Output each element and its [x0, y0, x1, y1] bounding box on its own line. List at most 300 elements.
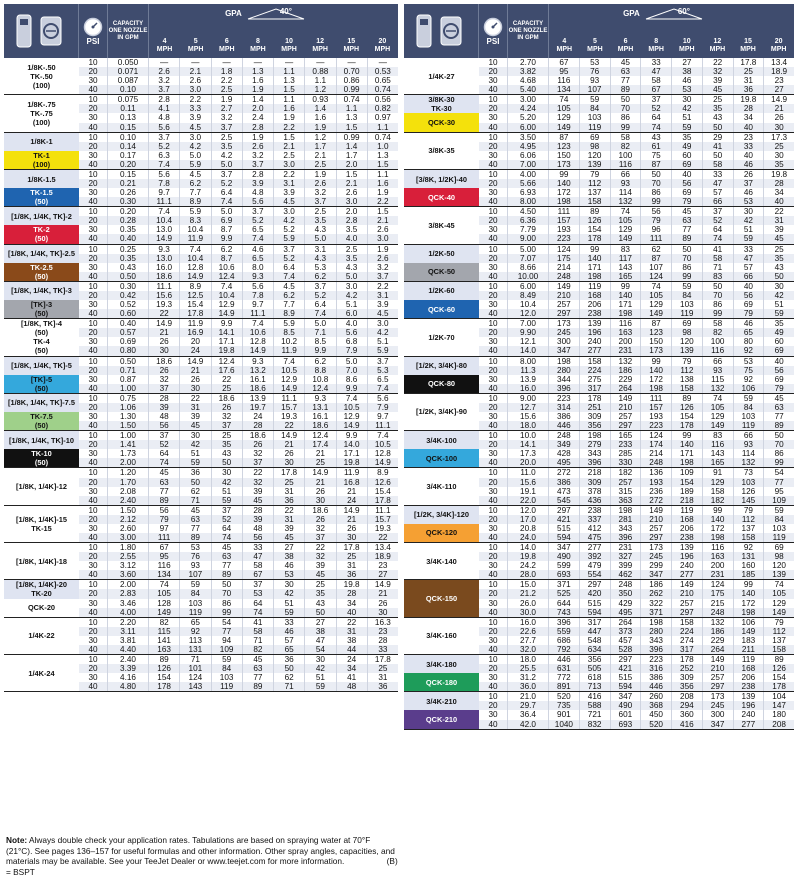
gpa-cell: 297 [611, 655, 642, 664]
gpa-cell: 99 [611, 282, 642, 291]
gpa-cell: 17.1 [212, 337, 243, 346]
gpa-cell: 69 [672, 160, 703, 169]
table-row [479, 309, 794, 318]
gpa-cell: 59 [274, 608, 305, 617]
capacity-cell: 3.11 [108, 627, 149, 636]
gpa-cell: 61 [641, 142, 672, 151]
capacity-cell: 2.20 [108, 618, 149, 627]
nozzle-label-cell [404, 431, 479, 467]
gpa-cell: 1.4 [243, 95, 274, 104]
gpa-cell: 128 [149, 599, 180, 608]
gpa-cell: 3.0 [274, 207, 305, 216]
nozzle-label-cell [404, 692, 479, 728]
gpa-cell: 3.2 [212, 113, 243, 122]
gpa-cell: 3.5 [337, 225, 368, 234]
gpa-cell: 89 [149, 655, 180, 664]
nozzle-group [404, 207, 794, 244]
gpa-cell: 89 [243, 682, 274, 691]
gpa-cell: 16.3 [374, 617, 391, 627]
nozzle-label-line: (50) [34, 271, 49, 281]
capacity-cell: 8.00 [508, 197, 549, 206]
gpa-cell: 124 [641, 272, 672, 281]
gpa-cell: 4.5 [377, 309, 389, 319]
gpa-cell: 2.8 [337, 216, 368, 225]
gpa-cell: 74 [774, 580, 784, 590]
nozzle-label [404, 95, 479, 113]
gpa-cell: 257 [611, 412, 642, 421]
nozzle-label [4, 245, 79, 263]
capacity-cell: 4.00 [508, 170, 549, 179]
psi-cell: 30 [79, 76, 108, 85]
nozzle-label-line: 3/4K-160 [426, 631, 457, 641]
nozzle-group [404, 95, 794, 132]
nozzle-label [4, 506, 79, 542]
gpa-cell: 8.5 [274, 328, 305, 337]
gpa-cell: 32 [243, 478, 274, 487]
gpa-cell: 248 [611, 580, 642, 589]
gpa-cell: 31 [337, 561, 368, 570]
psi-cell: 10 [479, 394, 508, 403]
gpa-cell: 515 [580, 599, 611, 608]
nozzle-label-cell [4, 133, 79, 169]
gpa-cell: 77 [149, 487, 180, 496]
gpa-cell: 23 [774, 76, 784, 86]
gpa-cell: 297 [703, 682, 734, 691]
gpa-cell: 420 [580, 589, 611, 598]
gpa-cell: 48 [149, 412, 180, 421]
gpa-cell: 139 [580, 319, 611, 328]
gpa-cell: 46 [274, 561, 305, 570]
nozzle-label-line: [1/8K, 1/4K]-15 [16, 514, 67, 524]
table-row [479, 673, 794, 682]
gpa-cell: 12.9 [337, 412, 368, 421]
gpa-cell: 6.2 [212, 245, 243, 254]
gpa-cell: 15.4 [374, 486, 391, 496]
rows [479, 431, 794, 467]
gpa-cell: 297 [549, 506, 580, 515]
nozzle-group [404, 692, 794, 729]
gpa-cell: 173 [641, 543, 672, 552]
gpa-cell: 1.5 [274, 85, 305, 94]
gpa-cell: 34 [337, 599, 368, 608]
gpa-cell: 111 [549, 207, 580, 216]
gpa-cell: 3.3 [180, 104, 211, 113]
capacity-cell: 5.66 [508, 179, 549, 188]
gpa-cell: 38 [274, 552, 305, 561]
rows [79, 468, 398, 504]
gpa-cell: 2.2 [274, 123, 305, 132]
gpa-cell: 599 [549, 561, 580, 570]
table-row [479, 170, 794, 179]
gpa-cell: 42 [305, 664, 336, 673]
gpa-cell: 6.4 [305, 300, 336, 309]
gpa-cell: 84 [180, 589, 211, 598]
capacity-cell: 0.87 [108, 375, 149, 384]
table-row [79, 664, 398, 673]
gpa-cell: 36 [378, 682, 388, 692]
gpa-cell: 7.9 [337, 346, 368, 355]
table-row [479, 328, 794, 337]
gpa-cell: 37 [212, 506, 243, 515]
capacity-cell: 0.42 [108, 291, 149, 300]
table-row [479, 113, 794, 122]
table-row [79, 449, 398, 458]
gpa-cell: 82 [703, 328, 734, 337]
gpa-cell: 30 [378, 607, 388, 617]
gpa-cell: 18.6 [243, 431, 274, 440]
gpa-cell: 832 [580, 720, 611, 729]
gpa-cell: 30 [274, 580, 305, 589]
gpa-cell: 22 [149, 309, 180, 318]
psi-cell: 10 [479, 580, 508, 589]
psi-cell: 40 [479, 123, 508, 132]
table-row [479, 160, 794, 169]
gpa-cell: 129 [611, 225, 642, 234]
nozzle-group [4, 618, 398, 655]
gpa-cell: 277 [580, 543, 611, 552]
psi-cell: 20 [479, 179, 508, 188]
gpa-cell: 63 [774, 402, 784, 412]
nozzle-label-line: 1/4K-27 [428, 71, 455, 81]
gpa-header [549, 4, 794, 58]
speed-value: 8 [255, 38, 260, 45]
gpa-cell: 3.0 [377, 234, 389, 244]
gpa-cell: 3.2 [149, 76, 180, 85]
table-row [79, 468, 398, 477]
gpa-cell: 150 [641, 337, 672, 346]
table-row [479, 95, 794, 104]
gpa-cell: 182 [611, 468, 642, 477]
speed-header [672, 38, 703, 54]
gpa-cell: 178 [672, 655, 703, 664]
gpa-cell: 229 [703, 636, 734, 645]
gpa-cell: 77 [611, 76, 642, 85]
capacity-cell: 15.6 [508, 478, 549, 487]
psi-cell: 30 [479, 412, 508, 421]
gpa-cell: 3.7 [243, 207, 274, 216]
psi-cell: 20 [479, 254, 508, 263]
gpa-cell: 490 [611, 701, 642, 710]
gpa-cell: 11.1 [149, 282, 180, 291]
table-row [479, 225, 794, 234]
psi-cell: 20 [479, 552, 508, 561]
capacity-cell: 3.46 [108, 599, 149, 608]
nozzle-label-line: [1/8K, 1/4K, TK]-3 [11, 286, 72, 296]
gpa-cell: 2.8 [149, 95, 180, 104]
gpa-cell: 70 [212, 589, 243, 598]
gpa-cell: 71 [180, 655, 211, 664]
nozzle-icon [11, 11, 71, 51]
psi-cell: 10 [479, 357, 508, 366]
nozzle-label-cell [404, 95, 479, 131]
gpa-cell: 74 [149, 580, 180, 589]
gpa-cell: 5.0 [180, 151, 211, 160]
gpa-cell: 39 [305, 561, 336, 570]
nozzle-label-line: (50) [34, 346, 49, 356]
gpa-cell: 9.9 [337, 431, 368, 440]
gpa-cell: 3.0 [337, 197, 368, 206]
capacity-cell: 22.0 [508, 496, 549, 505]
gpa-cell: 37 [212, 421, 243, 430]
gpa-cell: 479 [580, 561, 611, 570]
nozzle-label-line: [1/2K, 3/4K]-80 [416, 361, 467, 371]
gpa-cell: 1.3 [274, 76, 305, 85]
gpa-cell: 74 [549, 95, 580, 104]
gpa-cell: 87 [641, 160, 672, 169]
capacity-cell: 1.41 [108, 440, 149, 449]
nozzle-group [404, 282, 794, 319]
gpa-cell: 53 [734, 197, 765, 206]
gpa-cell: 2.5 [212, 133, 243, 142]
psi-cell: 40 [479, 85, 508, 94]
psi-cell: 20 [479, 478, 508, 487]
gpa-cell: 140 [703, 515, 734, 524]
gpa-cell: 240 [672, 561, 703, 570]
table-row [79, 300, 398, 309]
gpa-cell: 356 [580, 655, 611, 664]
gpa-cell: 124 [703, 580, 734, 589]
gpa-cell: 64 [149, 449, 180, 458]
gpa-cell: 56 [243, 533, 274, 542]
gpa-cell: 277 [734, 720, 765, 729]
gpa-cell: 12.9 [212, 300, 243, 309]
psi-cell: 30 [79, 673, 108, 682]
gpa-cell: 50 [212, 458, 243, 467]
psi-cell: 20 [79, 216, 108, 225]
gpa-cell: 343 [641, 636, 672, 645]
gpa-cell: 240 [734, 710, 765, 719]
capacity-label: CAPACITY ONE NOZZLE IN GPM [108, 20, 148, 41]
table-row [479, 76, 794, 85]
psi-cell: 30 [79, 375, 108, 384]
gpa-cell: 158 [672, 618, 703, 627]
gpa-cell: 371 [549, 580, 580, 589]
capacity-cell: 0.11 [108, 104, 149, 113]
gpa-cell: 67 [243, 570, 274, 579]
gpa-cell: 15.4 [180, 300, 211, 309]
table-row [479, 440, 794, 449]
psi-cell: 10 [479, 468, 508, 477]
psi-cell: 20 [79, 104, 108, 113]
nozzle-group [4, 543, 398, 580]
gpa-cell: 149 [641, 309, 672, 318]
capacity-cell: 3.00 [108, 533, 149, 542]
gpa-cell: 24 [180, 346, 211, 355]
gpa-cell: 193 [641, 412, 672, 421]
gpa-cell: 124 [180, 673, 211, 682]
capacity-cell: 3.00 [508, 95, 549, 104]
gpa-cell: 77 [672, 225, 703, 234]
capacity-cell: 14.0 [508, 346, 549, 355]
nozzle-label-line: QCK-60 [427, 304, 456, 314]
rows [79, 207, 398, 243]
nozzle-label-line: [1/8K, 1/4K, TK]-2.5 [8, 249, 75, 259]
gpa-cell: 233 [611, 440, 642, 449]
nozzle-label-line: TK-1 [33, 150, 50, 160]
psi-cell: 40 [79, 533, 108, 542]
gpa-cell: 137 [580, 188, 611, 197]
gpa-cell: 7.4 [274, 272, 305, 281]
capacity-cell: 4.80 [108, 682, 149, 691]
gpa-cell: 129 [703, 478, 734, 487]
gpa-cell: 618 [580, 673, 611, 682]
gpa-cell: 141 [149, 636, 180, 645]
capacity-cell: 0.40 [108, 319, 149, 328]
gpa-cell: 35 [672, 133, 703, 142]
nozzle-label [404, 113, 479, 131]
gpa-cell: 1.5 [377, 159, 389, 169]
gpa-cell: 2.6 [377, 253, 389, 263]
psi-cell: 40 [479, 197, 508, 206]
gpa-cell: 129 [772, 598, 786, 608]
psi-cell: 40 [79, 682, 108, 691]
gpa-cell: 120 [580, 151, 611, 160]
gpa-cell: 299 [641, 561, 672, 570]
psi-cell: 10 [479, 655, 508, 664]
gpa-cell: 11.1 [243, 309, 274, 318]
speed-unit: MPH [281, 46, 297, 53]
nozzle-label [4, 207, 79, 225]
gpa-cell: 6.0 [337, 309, 368, 318]
gpa-cell: 8.9 [180, 282, 211, 291]
gpa-cell: 56 [149, 421, 180, 430]
gpa-cell: 21 [305, 478, 336, 487]
gpa-cell: 594 [549, 533, 580, 542]
table-row [479, 179, 794, 188]
psi-cell: 10 [79, 282, 108, 291]
gpa-cell: 86 [672, 263, 703, 272]
psi-cell: 30 [479, 524, 508, 533]
table-row [79, 496, 398, 505]
gpa-cell: — [337, 58, 368, 67]
speed-value: 6 [623, 38, 628, 45]
gpa-cell: 257 [672, 599, 703, 608]
gpa-cell: 3.0 [180, 85, 211, 94]
gpa-cell: 9.9 [212, 234, 243, 243]
nozzle-label [404, 580, 479, 616]
gpa-cell: 119 [672, 309, 703, 318]
gpa-cell: 13.1 [305, 403, 336, 412]
gpa-cell: 172 [703, 524, 734, 533]
gpa-cell: 17.8 [180, 309, 211, 318]
speed-header [274, 38, 305, 54]
gpa-cell: 112 [580, 179, 611, 188]
gpa-cell: 24 [337, 655, 368, 664]
gpa-cell: 139 [580, 160, 611, 169]
gpa-cell: 559 [549, 627, 580, 636]
gpa-cell: 901 [549, 710, 580, 719]
speed-header [580, 38, 611, 54]
gpa-cell: 891 [549, 682, 580, 691]
gpa-cell: 5.2 [149, 142, 180, 151]
rows [479, 207, 794, 243]
rows [79, 58, 398, 94]
gpa-cell: 30 [337, 533, 368, 542]
gpa-cell: 34 [774, 188, 784, 198]
gpa-cell: 1.5 [337, 170, 368, 179]
psi-cell: 40 [479, 720, 508, 729]
psi-cell: 20 [79, 664, 108, 673]
gpa-cell: 396 [549, 618, 580, 627]
gpa-cell: 19.8 [734, 95, 765, 104]
capacity-cell: 11.3 [508, 366, 549, 375]
gpa-cell: 34 [734, 113, 765, 122]
psi-cell: 30 [79, 337, 108, 346]
capacity-cell: 0.50 [108, 357, 149, 366]
table-row [79, 506, 398, 515]
gpa-cell: 30 [734, 207, 765, 216]
gpa-cell: 693 [611, 720, 642, 729]
gpa-cell: 74 [641, 123, 672, 132]
nozzle-label-line: 1/2K-70 [428, 332, 455, 342]
capacity-cell: 31.2 [508, 673, 549, 682]
gpa-cell: 58 [611, 133, 642, 142]
nozzle-label [4, 580, 79, 598]
gpa-cell: 1.1 [377, 169, 389, 179]
gpa-cell: 14.0 [337, 440, 368, 449]
gpa-cell: 343 [580, 449, 611, 458]
gpa-cell: 316 [641, 664, 672, 673]
gpa-cell: 196 [580, 328, 611, 337]
gpa-cell: 35 [774, 319, 784, 329]
gpa-cell: 89 [672, 394, 703, 403]
nozzle-label [404, 133, 479, 169]
gpa-cell: 54 [774, 468, 784, 478]
gpa-cell: 356 [580, 421, 611, 430]
gpa-cell: 48 [243, 524, 274, 533]
gpa-cell: 63 [149, 478, 180, 487]
speed-value: 15 [347, 38, 356, 45]
gpa-cell: — [149, 58, 180, 67]
gpa-cell: 8.7 [212, 254, 243, 263]
gpa-cell: 42 [212, 478, 243, 487]
table-row [79, 151, 398, 160]
gpa-cell: 1.7 [305, 142, 336, 151]
gpa-cell: 525 [549, 589, 580, 598]
speed-unit: MPH [312, 46, 328, 53]
gpa-cell: 45 [274, 533, 305, 542]
right-table [404, 4, 794, 730]
gpa-cell: 95 [774, 486, 784, 496]
psi-cell: 30 [79, 151, 108, 160]
gpa-cell: 82 [243, 645, 274, 654]
gpa-cell: 21 [337, 487, 368, 496]
gpa-cell: 14.9 [337, 506, 368, 515]
gpa-cell: 14.9 [149, 234, 180, 243]
gpa-cell: 17.6 [212, 366, 243, 375]
psi-cell: 20 [479, 104, 508, 113]
gpa-cell: 10.6 [243, 328, 274, 337]
capacity-cell: 1.50 [108, 506, 149, 515]
psi-label: PSI [86, 36, 100, 46]
gpa-cell: 198 [641, 618, 672, 627]
gpa-cell: 1.6 [377, 179, 389, 189]
capacity-cell: 2.00 [108, 580, 149, 589]
gpa-cell: 19.8 [337, 580, 368, 589]
gpa-cell: 49 [672, 142, 703, 151]
gpa-cell: 9.3 [243, 357, 274, 366]
gpa-cell: 13.4 [374, 543, 391, 553]
table-row [79, 170, 398, 179]
gpa-cell: 33 [734, 245, 765, 254]
rows [479, 95, 794, 131]
psi-cell: 10 [479, 319, 508, 328]
gpa-cell: 96 [641, 225, 672, 234]
table-row [479, 421, 794, 430]
gpa-cell: 5.2 [274, 254, 305, 263]
gpa-cell: 396 [580, 458, 611, 467]
gpa-cell: 18.6 [149, 272, 180, 281]
